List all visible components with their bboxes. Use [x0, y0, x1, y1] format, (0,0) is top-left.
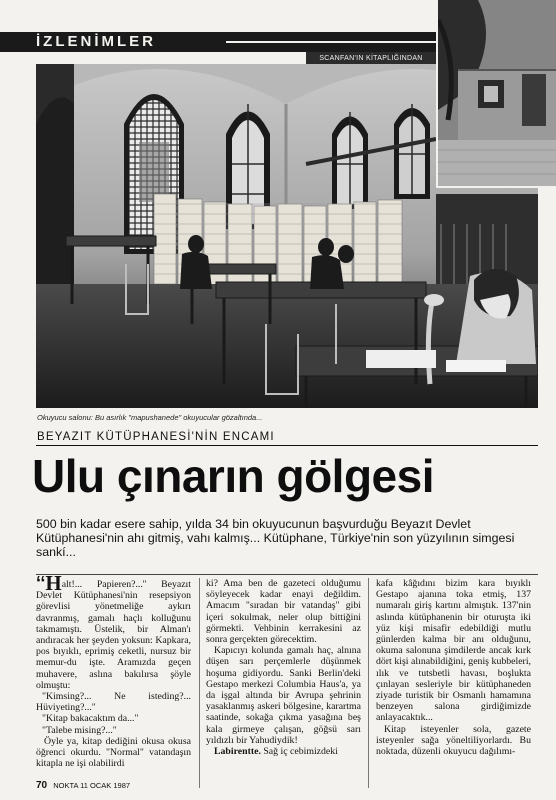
paragraph: Öyle ya, kitap dediğini okusa okusa öğrenci okurdu. "Normal" vatandaşın kitapla ne işi olabilirdi	[36, 735, 191, 770]
body-column-2	[206, 578, 361, 757]
paragraph: Kitap isteyenler sola, gazete isteyenler sağa yöneltiliyorlardı. Bu noktada, düzenli okuyucu dağılımı-	[376, 723, 531, 758]
kicker-rule	[36, 445, 538, 446]
source-credit: SCANFAN'IN KİTAPLIĞINDAN	[306, 52, 436, 65]
section-title: İZLENİMLER	[36, 33, 156, 50]
paragraph: Kapıcıyı kolunda gamalı haç, alnına düşen sarı perçemlerle düşünmek hoşuma gidiyordu. Sanki Berlin'deki Gestapo merkezi Columbia Haus'a, ya da işgal altında bir Avrupa şehrinin yasaklanmış askeri bölgesine, karartma saatinde, sokağa çıkma yasağına beş kala girmeye çalışan, göğsü sarı yıldızlı bir Yahudiydik!	[206, 645, 361, 746]
opening-quote: ‘‘	[36, 573, 46, 593]
article-lead: 500 bin kadar esere sahip, yılda 34 bin okuyucunun başvurduğu Beyazıt Devlet Kütüphanesi'nin ahı gitmiş, vahı kalmış... Kütüphane, Türkiye'nin son yüzyılının simgesi sankí...	[36, 517, 515, 559]
body-column-1	[36, 571, 191, 770]
drop-cap: H	[45, 571, 62, 595]
library-exterior-photo	[436, 0, 556, 188]
article-kicker: BEYAZIT KÜTÜPHANESİ'NİN ENCAMI	[37, 431, 275, 443]
column-divider	[199, 578, 200, 788]
paragraph	[206, 746, 361, 757]
paragraph: ki? Ama ben de gazeteci olduğumu söyleyecek kadar enayi değildim. Amacım "sıradan bir vatandaş" gibi içeri sokulmak, neler olup bittiğini görmekti. Vehbinin kerrakesini az sonra gerçekten görecektim.	[206, 578, 361, 646]
section-bar-rule	[226, 41, 436, 43]
paragraph: "Kimsing?... Ne isteding?... Hüviyeting?..."	[36, 691, 191, 714]
article-headline: Ulu çınarın gölgesi	[32, 450, 435, 502]
paragraph-text: alt!... Papieren?...'' Beyazıt Devlet Kütüphanesi'nin resepsiyon görevlisi yönetmeliğe aykırı davranmış, gamalı haçlı kolluğunu takmamıştı. Üstelik, bir Alman'ı andıracak her şeyden yoksun: Kapkara, pos bıyıklı, eprimiş ceketli, nursuz bir memur-du işte. Aramızda geçen muhavere, aslına bakılırsa şöyle olmuştu:	[36, 579, 191, 691]
paragraph: kafa kâğıdını bizim kara bıyıklı Gestapo ajanına toka etmiş, 137 numaralı giriş kartını almıştık. 137'nin aslında kütüphanenin bir oturuşta iki yüz kişi misafir edebildiği mutlu günlerden kalma bir anı olduğunu, okuma salonuna şimdilerde ancak kırk dört kişi alınabildiğini, geniş kubbeleri, ılık ve tutsbetli havası, boşlukta çınlayan sesleriyle bir kütüphaneden ziyade turistik bir Osmanlı hamamına benzeyen salona girdiğimizde anlayacaktık...	[376, 578, 531, 724]
lead-rule	[36, 574, 538, 575]
paragraph-text: Sağ iç cebimizdeki	[263, 746, 338, 758]
subheading: Labirentte.	[214, 746, 261, 758]
page-number: 70	[36, 780, 48, 791]
paragraph: "Talebe mising?..."	[42, 724, 117, 736]
body-column-3	[376, 578, 531, 757]
column-divider	[368, 578, 369, 788]
paragraph	[36, 571, 191, 691]
photo-caption: Okuyucu salonu: Bu asırlık "mapushanede" okuyucular gözaltında...	[37, 413, 263, 422]
section-header-bar	[0, 32, 436, 52]
paragraph: "Kitap bakacaktım da..."	[42, 713, 139, 725]
page-footer	[36, 780, 130, 791]
issue-info: NOKTA 11 OCAK 1987	[53, 781, 131, 790]
